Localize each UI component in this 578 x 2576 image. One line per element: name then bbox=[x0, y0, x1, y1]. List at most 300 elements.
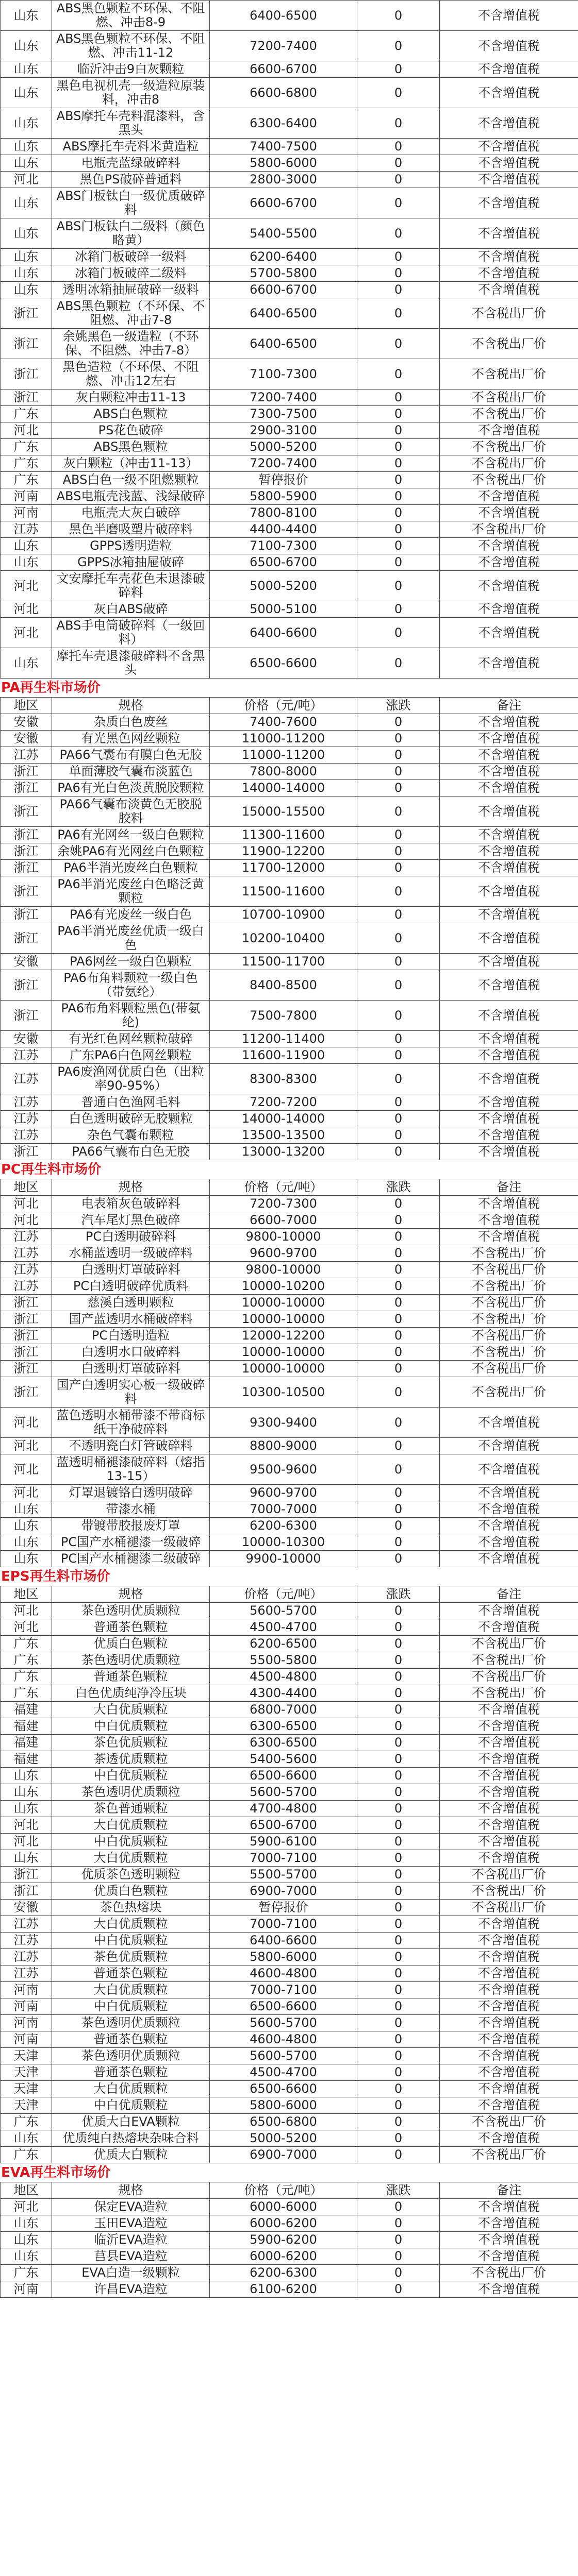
region-cell: 广东 bbox=[1, 455, 52, 472]
note-cell: 不含增值税 bbox=[440, 747, 578, 764]
note-cell: 不含增值税 bbox=[440, 2081, 578, 2097]
spec-cell: 余姚黑色一级造粒（不环保、不阻燃、冲击7-8） bbox=[52, 329, 210, 359]
price-cell: 6400-6600 bbox=[210, 1933, 357, 1949]
spec-cell: ABS黑色颗粒（不环保、不阻燃、冲击7-8 bbox=[52, 298, 210, 329]
note-cell: 不含增值税 bbox=[440, 876, 578, 907]
note-cell: 不含增值税 bbox=[440, 907, 578, 923]
change-cell: 0 bbox=[357, 439, 440, 455]
price-cell: 10000-10200 bbox=[210, 1278, 357, 1295]
note-cell: 不含增值税 bbox=[440, 1916, 578, 1933]
column-header: 价格（元/吨） bbox=[210, 2182, 357, 2199]
region-cell: 江苏 bbox=[1, 1047, 52, 1064]
note-cell: 不含增值税 bbox=[440, 1001, 578, 1031]
price-cell: 5400-5600 bbox=[210, 1751, 357, 1768]
table-row bbox=[1, 954, 578, 970]
price-cell: 4500-4700 bbox=[210, 1619, 357, 1636]
price-cell: 5800-6000 bbox=[210, 1949, 357, 1965]
table-row bbox=[1, 2215, 578, 2232]
table-row bbox=[1, 1229, 578, 1245]
change-cell: 0 bbox=[357, 1438, 440, 1454]
price-cell: 9300-9400 bbox=[210, 1408, 357, 1438]
price-cell: 4600-4800 bbox=[210, 1965, 357, 1982]
price-table bbox=[0, 697, 578, 1160]
table-row bbox=[1, 422, 578, 439]
spec-cell: 慈溪白透明颗粒 bbox=[52, 1295, 210, 1311]
region-cell: 安徽 bbox=[1, 1031, 52, 1047]
region-cell: 河北 bbox=[1, 172, 52, 188]
table-row bbox=[1, 2199, 578, 2215]
price-cell: 9500-9600 bbox=[210, 1454, 357, 1485]
table-row bbox=[1, 188, 578, 218]
price-cell: 6200-6400 bbox=[210, 249, 357, 265]
spec-cell: 黑色半磨吸塑片破碎料 bbox=[52, 521, 210, 538]
table-row bbox=[1, 139, 578, 155]
spec-cell: 中白优质颗粒 bbox=[52, 1768, 210, 1784]
region-cell: 广东 bbox=[1, 439, 52, 455]
table-row bbox=[1, 860, 578, 876]
spec-cell: 大白优质颗粒 bbox=[52, 1982, 210, 1998]
region-cell: 浙江 bbox=[1, 1344, 52, 1361]
region-cell: 山东 bbox=[1, 139, 52, 155]
price-cell: 7100-7300 bbox=[210, 538, 357, 554]
table-row bbox=[1, 2081, 578, 2097]
spec-cell: ABS门板钛白二级料（颜色略黄） bbox=[52, 218, 210, 249]
section-title: EPS再生料市场价 bbox=[1, 1569, 110, 1584]
note-cell: 不含增值税 bbox=[440, 860, 578, 876]
spec-cell: 不透明瓷白灯管破碎料 bbox=[52, 1438, 210, 1454]
price-cell: 6800-7000 bbox=[210, 1702, 357, 1718]
spec-cell: GPPS冰箱抽屉破碎 bbox=[52, 554, 210, 571]
price-cell: 6600-6800 bbox=[210, 78, 357, 108]
table-row bbox=[1, 1949, 578, 1965]
region-cell: 河北 bbox=[1, 1817, 52, 1834]
change-cell: 0 bbox=[357, 1982, 440, 1998]
spec-cell: 有光红色网丝颗粒破碎 bbox=[52, 1031, 210, 1047]
change-cell: 0 bbox=[357, 1229, 440, 1245]
spec-cell: 优质白色颗粒 bbox=[52, 1883, 210, 1900]
spec-cell: 广东PA6白色网丝颗粒 bbox=[52, 1047, 210, 1064]
change-cell: 0 bbox=[357, 265, 440, 282]
price-cell: 4500-4700 bbox=[210, 2064, 357, 2081]
change-cell: 0 bbox=[357, 764, 440, 780]
change-cell: 0 bbox=[357, 1900, 440, 1916]
note-cell: 不含税出厂价 bbox=[440, 1652, 578, 1669]
change-cell: 0 bbox=[357, 876, 440, 907]
table-row bbox=[1, 1982, 578, 1998]
spec-cell: 杂色气囊布颗粒 bbox=[52, 1127, 210, 1144]
spec-cell: 普通茶色颗粒 bbox=[52, 2064, 210, 2081]
note-cell: 不含增值税 bbox=[440, 31, 578, 61]
region-cell: 广东 bbox=[1, 1685, 52, 1702]
spec-cell: 优质大白EVA颗粒 bbox=[52, 2114, 210, 2130]
change-cell: 0 bbox=[357, 2265, 440, 2281]
table-row bbox=[1, 2281, 578, 2298]
region-cell: 江苏 bbox=[1, 1965, 52, 1982]
spec-cell: 优质纯白热熔块杂味合料 bbox=[52, 2130, 210, 2147]
region-cell: 河北 bbox=[1, 2199, 52, 2215]
price-cell: 6200-6300 bbox=[210, 1518, 357, 1534]
price-cell: 7400-7500 bbox=[210, 139, 357, 155]
note-cell: 不含增值税 bbox=[440, 1196, 578, 1212]
column-header: 价格（元/吨） bbox=[210, 1179, 357, 1196]
note-cell: 不含增值税 bbox=[440, 1127, 578, 1144]
region-cell: 浙江 bbox=[1, 1377, 52, 1408]
table-row bbox=[1, 923, 578, 954]
change-cell: 0 bbox=[357, 1111, 440, 1127]
note-cell: 不含税出厂价 bbox=[440, 1361, 578, 1377]
spec-cell: 冰箱门板破碎二级料 bbox=[52, 265, 210, 282]
spec-cell: ABS摩托车壳料混漆料，含黑头 bbox=[52, 108, 210, 139]
region-cell: 河北 bbox=[1, 1454, 52, 1485]
spec-cell: 中白优质颗粒 bbox=[52, 1998, 210, 2015]
table-row bbox=[1, 1111, 578, 1127]
change-cell: 0 bbox=[357, 2064, 440, 2081]
change-cell: 0 bbox=[357, 406, 440, 422]
region-cell: 浙江 bbox=[1, 860, 52, 876]
note-cell: 不含增值税 bbox=[440, 731, 578, 747]
change-cell: 0 bbox=[357, 1702, 440, 1718]
spec-cell: 灰白ABS破碎 bbox=[52, 601, 210, 618]
region-cell: 河南 bbox=[1, 2015, 52, 2031]
change-cell: 0 bbox=[357, 61, 440, 78]
spec-cell: PA66气囊布有膜白色无胶 bbox=[52, 747, 210, 764]
region-cell: 河北 bbox=[1, 1408, 52, 1438]
change-cell: 0 bbox=[357, 714, 440, 731]
table-row bbox=[1, 714, 578, 731]
region-cell: 山东 bbox=[1, 1, 52, 31]
table-row bbox=[1, 1438, 578, 1454]
table-row bbox=[1, 521, 578, 538]
price-cell: 11000-11200 bbox=[210, 747, 357, 764]
column-header: 地区 bbox=[1, 698, 52, 714]
region-cell: 浙江 bbox=[1, 1144, 52, 1160]
price-cell: 8300-8300 bbox=[210, 1064, 357, 1094]
region-cell: 山东 bbox=[1, 218, 52, 249]
change-cell: 0 bbox=[357, 2048, 440, 2064]
region-cell: 河北 bbox=[1, 1619, 52, 1636]
note-cell: 不含增值税 bbox=[440, 172, 578, 188]
change-cell: 0 bbox=[357, 1534, 440, 1551]
spec-cell: PA6半消光废丝白色略泛黄颗粒 bbox=[52, 876, 210, 907]
change-cell: 0 bbox=[357, 472, 440, 488]
change-cell: 0 bbox=[357, 954, 440, 970]
column-header: 备注 bbox=[440, 2182, 578, 2199]
header-row bbox=[1, 1179, 578, 1196]
price-cell: 10000-10000 bbox=[210, 1295, 357, 1311]
region-cell: 江苏 bbox=[1, 1127, 52, 1144]
change-cell: 0 bbox=[357, 188, 440, 218]
note-cell: 不含增值税 bbox=[440, 2031, 578, 2048]
price-cell: 6500-6600 bbox=[210, 648, 357, 679]
note-cell: 不含税出厂价 bbox=[440, 1669, 578, 1685]
region-cell: 浙江 bbox=[1, 1361, 52, 1377]
region-cell: 浙江 bbox=[1, 923, 52, 954]
note-cell: 不含增值税 bbox=[440, 554, 578, 571]
note-cell: 不含增值税 bbox=[440, 139, 578, 155]
price-cell: 6200-6300 bbox=[210, 2265, 357, 2281]
note-cell: 不含增值税 bbox=[440, 1534, 578, 1551]
note-cell: 不含增值税 bbox=[440, 1064, 578, 1094]
note-cell: 不含增值税 bbox=[440, 2199, 578, 2215]
note-cell: 不含增值税 bbox=[440, 2097, 578, 2114]
price-cell: 5800-5900 bbox=[210, 488, 357, 505]
price-cell: 5500-5800 bbox=[210, 1652, 357, 1669]
change-cell: 0 bbox=[357, 1377, 440, 1408]
table-row bbox=[1, 1408, 578, 1438]
spec-cell: 电表箱灰色破碎料 bbox=[52, 1196, 210, 1212]
table-row bbox=[1, 265, 578, 282]
spec-cell: 茶色热熔块 bbox=[52, 1900, 210, 1916]
column-header: 规格 bbox=[52, 1586, 210, 1603]
region-cell: 天津 bbox=[1, 2081, 52, 2097]
column-header: 备注 bbox=[440, 1179, 578, 1196]
table-row bbox=[1, 2248, 578, 2265]
price-cell: 暂停报价 bbox=[210, 472, 357, 488]
region-cell: 福建 bbox=[1, 1702, 52, 1718]
change-cell: 0 bbox=[357, 796, 440, 827]
table-row bbox=[1, 1900, 578, 1916]
region-cell: 福建 bbox=[1, 1718, 52, 1735]
table-row bbox=[1, 907, 578, 923]
change-cell: 0 bbox=[357, 1501, 440, 1518]
table-row bbox=[1, 2031, 578, 2048]
spec-cell: PC国产水桶褪漆二级破碎 bbox=[52, 1551, 210, 1567]
spec-cell: 摩托车壳退漆破碎料不含黑头 bbox=[52, 648, 210, 679]
note-cell: 不含增值税 bbox=[440, 538, 578, 554]
change-cell: 0 bbox=[357, 1916, 440, 1933]
region-cell: 河北 bbox=[1, 1485, 52, 1501]
region-cell: 河北 bbox=[1, 1438, 52, 1454]
spec-cell: 中白优质颗粒 bbox=[52, 1933, 210, 1949]
change-cell: 0 bbox=[357, 554, 440, 571]
price-cell: 7000-7000 bbox=[210, 1501, 357, 1518]
table-row bbox=[1, 1619, 578, 1636]
change-cell: 0 bbox=[357, 1867, 440, 1883]
note-cell: 不含税出厂价 bbox=[440, 455, 578, 472]
region-cell: 天津 bbox=[1, 2097, 52, 2114]
table-row bbox=[1, 747, 578, 764]
change-cell: 0 bbox=[357, 521, 440, 538]
table-row bbox=[1, 1311, 578, 1328]
spec-cell: EVA白造一级颗粒 bbox=[52, 2265, 210, 2281]
table-row bbox=[1, 1485, 578, 1501]
spec-cell: 汽车尾灯黑色破碎 bbox=[52, 1212, 210, 1229]
change-cell: 0 bbox=[357, 1127, 440, 1144]
price-cell: 9800-10000 bbox=[210, 1262, 357, 1278]
change-cell: 0 bbox=[357, 1619, 440, 1636]
region-cell: 山东 bbox=[1, 1850, 52, 1867]
price-cell: 6300-6500 bbox=[210, 1718, 357, 1735]
note-cell: 不含增值税 bbox=[440, 1998, 578, 2015]
change-cell: 0 bbox=[357, 1669, 440, 1685]
spec-cell: 普通白色渔网毛料 bbox=[52, 1094, 210, 1111]
note-cell: 不含增值税 bbox=[440, 78, 578, 108]
note-cell: 不含税出厂价 bbox=[440, 359, 578, 389]
section-eps bbox=[0, 1567, 578, 2163]
region-cell: 浙江 bbox=[1, 298, 52, 329]
region-cell: 福建 bbox=[1, 1735, 52, 1751]
spec-cell: 优质茶色透明颗粒 bbox=[52, 1867, 210, 1883]
column-header: 价格（元/吨） bbox=[210, 1586, 357, 1603]
note-cell: 不含税出厂价 bbox=[440, 2147, 578, 2163]
change-cell: 0 bbox=[357, 1685, 440, 1702]
table-row bbox=[1, 359, 578, 389]
price-cell: 4500-4800 bbox=[210, 1669, 357, 1685]
column-header: 地区 bbox=[1, 2182, 52, 2199]
change-cell: 0 bbox=[357, 282, 440, 298]
price-cell: 9600-9700 bbox=[210, 1485, 357, 1501]
change-cell: 0 bbox=[357, 1518, 440, 1534]
region-cell: 浙江 bbox=[1, 907, 52, 923]
price-cell: 8800-9000 bbox=[210, 1438, 357, 1454]
note-cell: 不含增值税 bbox=[440, 796, 578, 827]
price-cell: 10000-10300 bbox=[210, 1534, 357, 1551]
price-table bbox=[0, 1179, 578, 1567]
note-cell: 不含增值税 bbox=[440, 488, 578, 505]
table-row bbox=[1, 78, 578, 108]
note-cell: 不含增值税 bbox=[440, 571, 578, 601]
column-header: 规格 bbox=[52, 2182, 210, 2199]
table-row bbox=[1, 843, 578, 860]
price-cell: 2800-3000 bbox=[210, 172, 357, 188]
region-cell: 山东 bbox=[1, 2130, 52, 2147]
price-cell: 9800-10000 bbox=[210, 1229, 357, 1245]
note-cell: 不含增值税 bbox=[440, 843, 578, 860]
note-cell: 不含税出厂价 bbox=[440, 1377, 578, 1408]
table-row bbox=[1, 1718, 578, 1735]
spec-cell: 茶色透明优质颗粒 bbox=[52, 1652, 210, 1669]
change-cell: 0 bbox=[357, 1278, 440, 1295]
column-header: 地区 bbox=[1, 1586, 52, 1603]
change-cell: 0 bbox=[357, 2232, 440, 2248]
table-row bbox=[1, 764, 578, 780]
price-cell: 暂停报价 bbox=[210, 1900, 357, 1916]
spec-cell: 优质大白颗粒 bbox=[52, 2147, 210, 2163]
price-cell: 7100-7300 bbox=[210, 359, 357, 389]
spec-cell: 中白优质颗粒 bbox=[52, 1834, 210, 1850]
spec-cell: 茶透优质颗粒 bbox=[52, 1751, 210, 1768]
note-cell: 不含增值税 bbox=[440, 923, 578, 954]
price-cell: 5000-5200 bbox=[210, 439, 357, 455]
change-cell: 0 bbox=[357, 2097, 440, 2114]
header-row bbox=[1, 2182, 578, 2199]
region-cell: 浙江 bbox=[1, 1883, 52, 1900]
change-cell: 0 bbox=[357, 1768, 440, 1784]
change-cell: 0 bbox=[357, 2031, 440, 2048]
table-row bbox=[1, 1551, 578, 1567]
note-cell: 不含增值税 bbox=[440, 2232, 578, 2248]
table-row bbox=[1, 472, 578, 488]
price-cell: 10700-10900 bbox=[210, 907, 357, 923]
table-row bbox=[1, 1768, 578, 1784]
region-cell: 河南 bbox=[1, 1982, 52, 1998]
note-cell: 不含税出厂价 bbox=[440, 1262, 578, 1278]
note-cell: 不含增值税 bbox=[440, 1619, 578, 1636]
region-cell: 广东 bbox=[1, 1669, 52, 1685]
note-cell: 不含增值税 bbox=[440, 2048, 578, 2064]
region-cell: 浙江 bbox=[1, 780, 52, 796]
region-cell: 山东 bbox=[1, 2248, 52, 2265]
spec-cell: 普通茶色颗粒 bbox=[52, 1669, 210, 1685]
note-cell: 不含增值税 bbox=[440, 61, 578, 78]
note-cell: 不含税出厂价 bbox=[440, 329, 578, 359]
note-cell: 不含增值税 bbox=[440, 265, 578, 282]
table-row bbox=[1, 329, 578, 359]
change-cell: 0 bbox=[357, 455, 440, 472]
change-cell: 0 bbox=[357, 1031, 440, 1047]
spec-cell: 文安摩托车壳花色未退漆破碎料 bbox=[52, 571, 210, 601]
region-cell: 江苏 bbox=[1, 1064, 52, 1094]
note-cell: 不含税出厂价 bbox=[440, 439, 578, 455]
note-cell: 不含增值税 bbox=[440, 970, 578, 1001]
spec-cell: PS花色破碎 bbox=[52, 422, 210, 439]
region-cell: 浙江 bbox=[1, 764, 52, 780]
spec-cell: 单面薄胶气囊布淡蓝色 bbox=[52, 764, 210, 780]
note-cell: 不含税出厂价 bbox=[440, 1900, 578, 1916]
table-row bbox=[1, 1344, 578, 1361]
spec-cell: 黑色PS破碎普通料 bbox=[52, 172, 210, 188]
change-cell: 0 bbox=[357, 1949, 440, 1965]
change-cell: 0 bbox=[357, 747, 440, 764]
spec-cell: 许昌EVA造粒 bbox=[52, 2281, 210, 2298]
price-cell: 6300-6500 bbox=[210, 1735, 357, 1751]
price-cell: 5800-6000 bbox=[210, 155, 357, 172]
change-cell: 0 bbox=[357, 249, 440, 265]
header-row bbox=[1, 1586, 578, 1603]
spec-cell: 冰箱门板破碎一级料 bbox=[52, 249, 210, 265]
column-header: 涨跌 bbox=[357, 698, 440, 714]
note-cell: 不含增值税 bbox=[440, 218, 578, 249]
table-row bbox=[1, 2265, 578, 2281]
note-cell: 不含增值税 bbox=[440, 2015, 578, 2031]
change-cell: 0 bbox=[357, 601, 440, 618]
table-row bbox=[1, 1328, 578, 1344]
note-cell: 不含增值税 bbox=[440, 1965, 578, 1982]
region-cell: 江苏 bbox=[1, 1245, 52, 1262]
price-cell: 6200-6500 bbox=[210, 1636, 357, 1652]
price-cell: 7200-7400 bbox=[210, 455, 357, 472]
note-cell: 不含增值税 bbox=[440, 780, 578, 796]
price-cell: 10300-10500 bbox=[210, 1377, 357, 1408]
table-row bbox=[1, 61, 578, 78]
spec-cell: ABS门板钛白一级优质破碎料 bbox=[52, 188, 210, 218]
region-cell: 河南 bbox=[1, 2031, 52, 2048]
region-cell: 山东 bbox=[1, 249, 52, 265]
spec-cell: 国产白透明实心板一级破碎料 bbox=[52, 1377, 210, 1408]
note-cell: 不含税出厂价 bbox=[440, 1295, 578, 1311]
region-cell: 江苏 bbox=[1, 1094, 52, 1111]
price-cell: 8400-8500 bbox=[210, 970, 357, 1001]
region-cell: 河南 bbox=[1, 488, 52, 505]
table-row bbox=[1, 488, 578, 505]
price-cell: 11500-11600 bbox=[210, 876, 357, 907]
region-cell: 浙江 bbox=[1, 1867, 52, 1883]
note-cell: 不含税出厂价 bbox=[440, 298, 578, 329]
table-row bbox=[1, 1262, 578, 1278]
change-cell: 0 bbox=[357, 1328, 440, 1344]
note-cell: 不含增值税 bbox=[440, 1817, 578, 1834]
change-cell: 0 bbox=[357, 1, 440, 31]
region-cell: 山东 bbox=[1, 265, 52, 282]
note-cell: 不含增值税 bbox=[440, 422, 578, 439]
table-row bbox=[1, 1245, 578, 1262]
note-cell: 不含增值税 bbox=[440, 827, 578, 843]
spec-cell: 黑色造粒（不环保、不阻燃、冲击12左右 bbox=[52, 359, 210, 389]
change-cell: 0 bbox=[357, 1751, 440, 1768]
region-cell: 江苏 bbox=[1, 1916, 52, 1933]
change-cell: 0 bbox=[357, 1408, 440, 1438]
spec-cell: 白透明灯罩破碎料 bbox=[52, 1361, 210, 1377]
